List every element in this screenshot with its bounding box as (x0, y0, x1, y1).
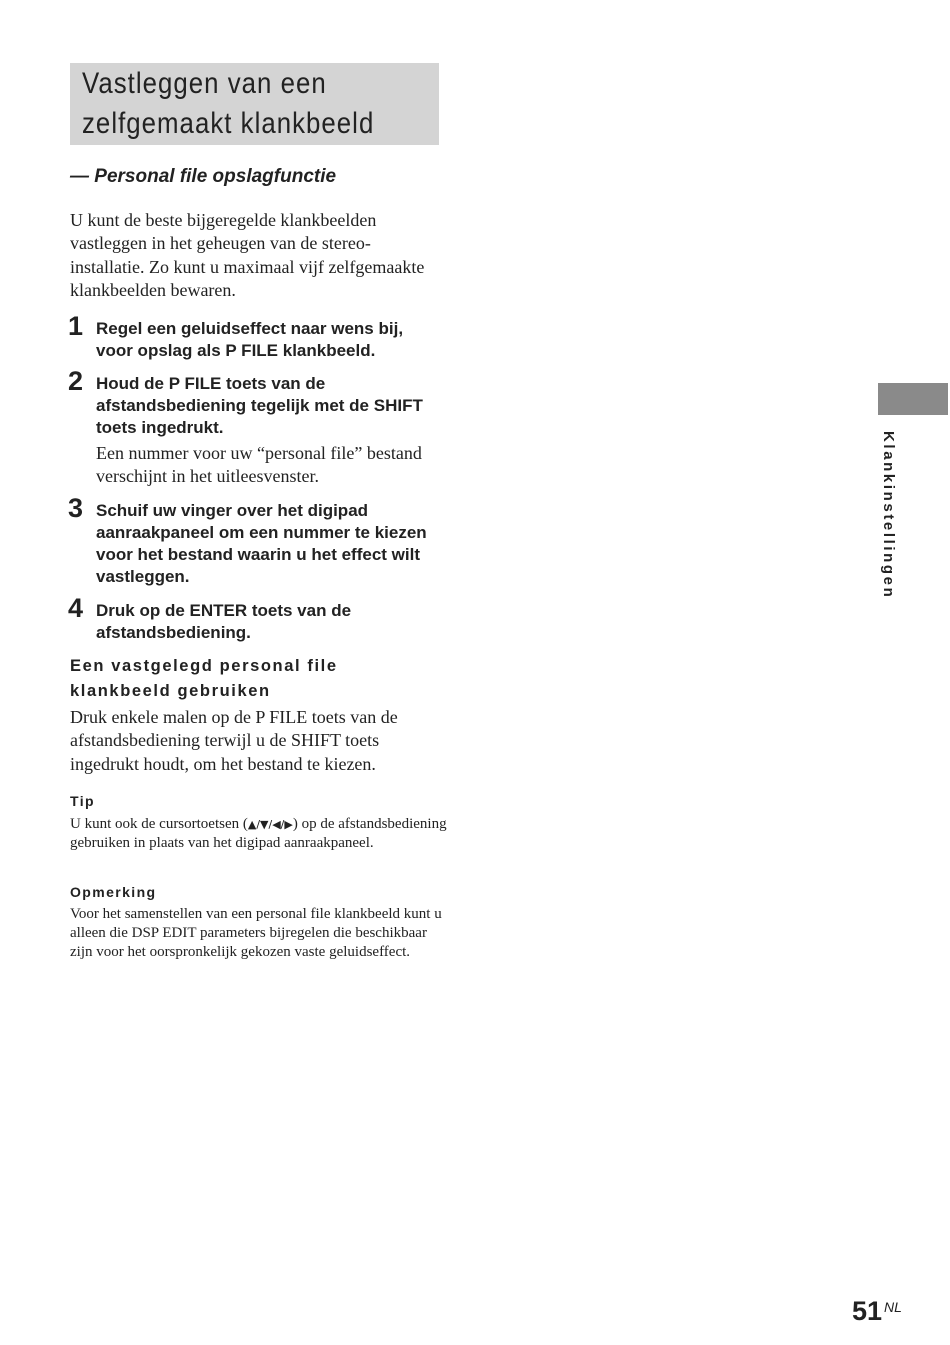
tip-text-before: U kunt ook de cursortoetsen ( (70, 816, 248, 832)
side-tab-label: Klankinstellingen (880, 431, 897, 600)
page-title-line-1: Vastleggen van een (82, 67, 327, 100)
step-text-2: Houd de P FILE toets van de afstandsbediening tegelijk met de SHIFT toets ingedrukt. (96, 374, 423, 437)
step-number-1: 1 (68, 311, 84, 341)
step-number-4: 4 (68, 593, 84, 623)
tip-paragraph (70, 815, 450, 853)
section-paragraph: Druk enkele malen op de P FILE toets van de afstandsbediening terwijl u de SHIFT toets ingedrukt houdt, om het bestand te kiezen. (70, 707, 398, 774)
step-number-3: 3 (68, 493, 84, 523)
note-paragraph: Voor het samenstellen van een personal file klankbeeld kunt u alleen die DSP EDIT parameters bijregelen die beschikbaar zijn voor het oorspronkelijk gekozen vaste geluidseffect. (70, 906, 442, 960)
step-number-2: 2 (68, 366, 84, 396)
step-text-4: Druk op de ENTER toets van de afstandsbediening. (96, 601, 352, 642)
note-heading: Opmerking (70, 884, 157, 900)
tip-text-after: ) op de afstandsbediening gebruiken in plaats van het digipad aanraakpaneel. (70, 816, 447, 851)
tip-heading: Tip (70, 793, 95, 809)
cursor-arrows-icon: ▲/▼/◀/▶ (247, 818, 293, 831)
page-subtitle: — Personal file opslagfunctie (70, 166, 337, 187)
side-tab-marker (878, 383, 948, 415)
section-heading: Een vastgelegd personal file klankbeeld gebruiken (70, 657, 338, 700)
title-box (70, 63, 439, 145)
intro-paragraph: U kunt de beste bijgeregelde klankbeelden vastleggen in het geheugen van de stereo-installatie. Zo kunt u maximaal vijf zelfgemaakte klankbeelden bewaren. (70, 210, 425, 300)
page-language: NL (884, 1299, 902, 1315)
page-title-line-2: zelfgemaakt klankbeeld (82, 107, 375, 140)
page-number: 51 (852, 1296, 883, 1326)
step-text-3: Schuif uw vinger over het digipad aanraakpaneel om een nummer te kiezen voor het bestand waarin u het effect wilt vastleggen. (96, 501, 427, 586)
step-text-1: Regel een geluidseffect naar wens bij, voor opslag als P FILE klankbeeld. (96, 319, 404, 360)
step-note-2: Een nummer voor uw “personal file” bestand verschijnt in het uitleesvenster. (96, 443, 422, 487)
